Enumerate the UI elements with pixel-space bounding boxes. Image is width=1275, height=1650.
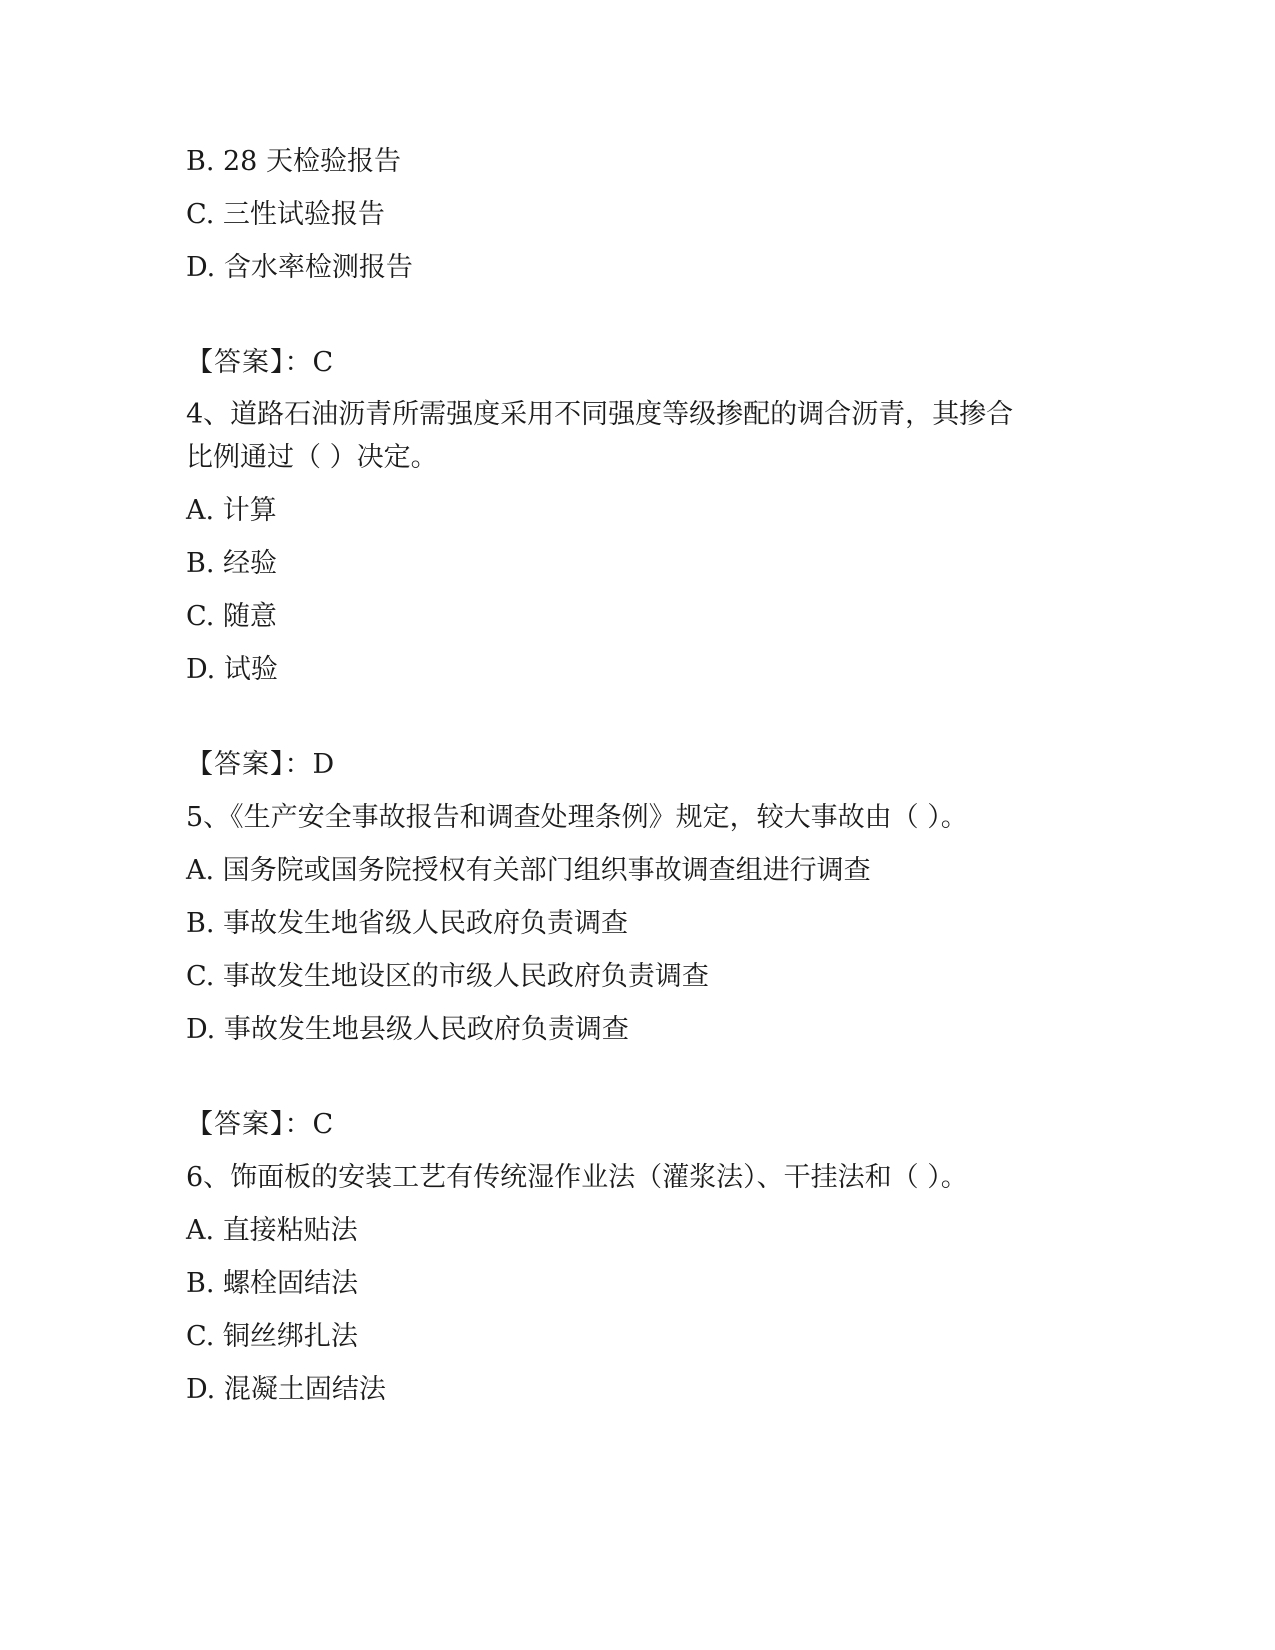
q4-option-c: C. 随意 [186, 601, 277, 632]
q5-option-a: A. 国务院或国务院授权有关部门组织事故调查组进行调查 [186, 855, 871, 886]
q5-option-c: C. 事故发生地设区的市级人民政府负责调查 [186, 961, 709, 992]
q3-answer: 【答案】：C [186, 347, 335, 378]
q6-option-a: A. 直接粘贴法 [186, 1215, 358, 1246]
q5-option-d: D. 事故发生地县级人民政府负责调查 [186, 1014, 629, 1045]
q4-option-b: B. 经验 [186, 548, 278, 579]
q3-option-c: C. 三性试验报告 [186, 199, 385, 230]
q6-stem: 6、饰面板的安装工艺有传统湿作业法（灌浆法）、干挂法和（ ）。 [186, 1162, 968, 1193]
q4-answer: 【答案】：D [186, 749, 336, 780]
q4-stem-line1: 4、道路石油沥青所需强度采用不同强度等级掺配的调合沥青，其掺合 [186, 399, 1014, 430]
q3-option-b: B. 28 天检验报告 [186, 146, 401, 177]
q5-option-b: B. 事故发生地省级人民政府负责调查 [186, 908, 629, 939]
q5-answer: 【答案】：C [186, 1109, 335, 1140]
q6-option-d: D. 混凝土固结法 [186, 1374, 386, 1405]
q4-option-d: D. 试验 [186, 654, 278, 685]
q6-option-c: C. 铜丝绑扎法 [186, 1321, 358, 1352]
q3-option-d: D. 含水率检测报告 [186, 252, 413, 283]
q4-option-a: A. 计算 [186, 495, 277, 526]
q6-option-b: B. 螺栓固结法 [186, 1268, 359, 1299]
q4-stem-line2: 比例通过（ ）决定。 [186, 442, 438, 473]
q5-stem: 5、《生产安全事故报告和调查处理条例》规定，较大事故由（ ）。 [186, 802, 968, 833]
